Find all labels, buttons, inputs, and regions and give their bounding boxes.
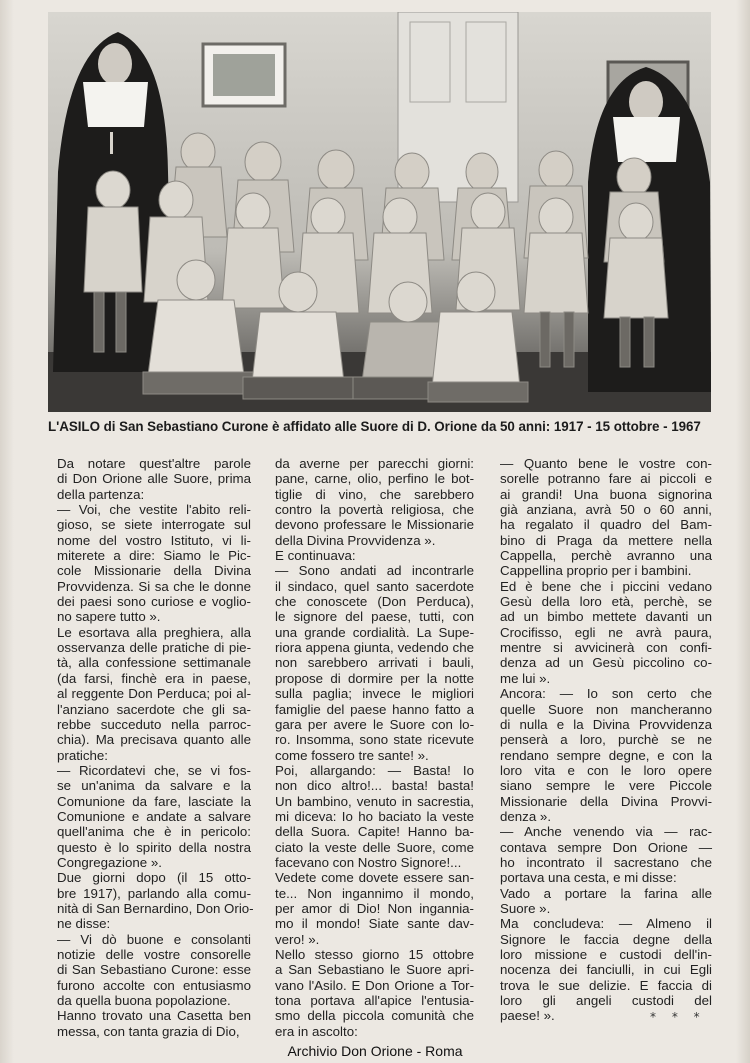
text-line: ad un bimbo mettete davanti un <box>500 609 712 625</box>
text-line: devono professare le Missionarie <box>275 517 474 533</box>
text-line: Comunione e andate a salvare <box>57 808 251 824</box>
text-line: denza ». <box>500 808 552 824</box>
text-line: mi diceva: Io ho baciato la veste <box>275 808 474 824</box>
text-line: (da farsi, finchè era in paese, <box>57 670 251 686</box>
text-line: facevano con Nostro Signore!... <box>275 854 462 870</box>
text-line: al reggente Don Perduca; poi al- <box>57 686 251 702</box>
text-line: Signore le faccia degne della <box>500 931 712 947</box>
text-line: ro. Insomma, sono state ricevute <box>275 732 474 748</box>
text-line: — Sono andati ad incontrarle <box>275 563 474 579</box>
text-line: loro vita e con le loro opere <box>500 762 712 778</box>
text-line: della Divina Provvidenza ». <box>275 532 436 548</box>
text-line: ha regalato il quadro del Bam- <box>500 517 712 533</box>
text-line: denza ad un Gesù piccolino co- <box>500 655 712 671</box>
text-column-3 <box>500 456 712 1024</box>
text-line: mentre si avvicinerà con confi- <box>500 640 712 656</box>
text-line: già anziana, avrà 50 o 60 anni, <box>500 502 712 518</box>
text-line: miterete a dire: Siamo le Pic- <box>57 548 251 564</box>
text-line: Cappella, perchè avranno una <box>500 548 712 564</box>
text-line: sorelle potranno fare ai piccoli e <box>500 471 712 487</box>
text-line: contava sempre Don Orione — <box>500 839 712 855</box>
text-line: mo il mondo! Siate sante dav- <box>275 916 474 932</box>
text-line: l'anziano sacerdote che gli sa- <box>57 701 251 717</box>
text-line: Comunione da fare, lasciate la <box>57 793 251 809</box>
text-line: Gesù della loro età, perchè, se <box>500 594 712 610</box>
text-line: Da notare quest'altre parole <box>57 456 251 471</box>
text-line: te... Non ingannimo il mondo, <box>275 885 474 901</box>
photo-drawing <box>48 12 711 412</box>
text-line: portava una cesta, e mi disse: <box>500 870 677 886</box>
text-line: loro missione e custodi dell'in- <box>500 947 712 962</box>
text-line: chia). Ma precisava quanto alle <box>57 732 251 748</box>
text-line: penserà a loro, purchè se ne <box>500 732 712 748</box>
text-line: non dico altro!... basta! basta! <box>275 778 474 794</box>
text-line: famiglie del paese hanno fatto a <box>275 701 474 717</box>
text-line: riora appena giunta, vedendo che <box>275 640 474 656</box>
group-photograph <box>48 12 711 412</box>
text-line: trova le sue delizie. E faccia di <box>500 977 712 993</box>
text-line: una grande cordialità. La Supe- <box>275 624 474 640</box>
text-line: rendano sempre degne, e con la <box>500 747 712 763</box>
text-line: me lui ». <box>500 670 551 686</box>
text-line: pratiche: <box>57 747 108 763</box>
text-line: Un bambino, venuto in sacrestia, <box>275 793 474 809</box>
text-line: vano l'Asilo. E Don Orione a Tor- <box>275 977 474 993</box>
text-line: smo della piccola comunità che <box>275 1008 474 1024</box>
text-line: a San Sebastiano le Suore apri- <box>275 962 474 978</box>
text-line: se un'anima da salvare e la <box>57 778 251 794</box>
text-line: Congregazione ». <box>57 854 162 870</box>
text-line: furono accolte con entusiasmo <box>57 977 251 993</box>
text-line: ai grandi! Una buona signorina <box>500 486 712 502</box>
text-line: cole Missionarie della Divina <box>57 563 251 579</box>
text-line: messa, con tanta grazia di Dio, <box>57 1023 240 1039</box>
text-line: della Suora. Capite! Hanno ba- <box>275 824 474 840</box>
text-line: quell'anima che è in pericolo: <box>57 824 251 840</box>
text-line: propose di dormire per la notte <box>275 670 474 686</box>
text-line: Suore ». <box>500 900 551 916</box>
text-line: — Voi, che vestite l'abito reli- <box>57 502 251 518</box>
text-line: Hanno trovato una Casetta ben <box>57 1008 251 1024</box>
text-line: no sapere tutto ». <box>57 609 161 625</box>
text-line: ne disse: <box>57 916 111 932</box>
text-line: loro gli angeli custodi del <box>500 993 712 1009</box>
text-line: dei paesi sono curiose e voglio- <box>57 594 251 610</box>
text-line: gioso, se siete interrogate sul <box>57 517 251 533</box>
text-line: Provvidenza. Si sa che le donne <box>57 578 251 594</box>
text-line: bino di Praga da mettere nella <box>500 532 712 548</box>
text-line: tona portava all'apice l'entusia- <box>275 993 474 1009</box>
text-line: Vedete come dovete essere san- <box>275 870 474 886</box>
text-line: della partenza: <box>57 486 145 502</box>
text-line: Ed è bene che i piccini vedano <box>500 578 712 594</box>
text-line: non sarebbero arrivati i bauli, <box>275 655 474 671</box>
text-line: di nulla e la Divina Provvidenza <box>500 716 712 732</box>
text-line: vero! ». <box>275 931 320 947</box>
text-line: notizie delle vostre consorelle <box>57 947 251 962</box>
text-line: Vado a portare la farina alle <box>500 885 712 901</box>
text-line: Crocifisso, egli ne avrà paura, <box>500 624 712 640</box>
text-line: Due giorni dopo (il 15 otto- <box>57 870 251 886</box>
text-line: da averne per parecchi giorni: <box>275 456 474 471</box>
text-line: E continuava: <box>275 548 356 564</box>
text-line: tà, alla confessione settimanale <box>57 655 251 671</box>
text-line: quelle Suore non mancheranno <box>500 701 712 717</box>
text-line: questo è lo spirito della nostra <box>57 839 251 855</box>
text-line: osservanza delle pratiche di pie- <box>57 640 251 656</box>
text-line: — Vi dò buone e consolanti <box>57 931 251 947</box>
text-line: ciato la veste delle Suore, come <box>275 839 474 855</box>
text-line: Cappellina proprio per i bambini. <box>500 563 692 579</box>
text-line: — Quanto bene le vostre con- <box>500 456 712 471</box>
text-line: paese! ». <box>500 1008 555 1024</box>
text-line: bre 1917), parlando alla comu- <box>57 885 251 901</box>
photo-caption: L'ASILO di San Sebastiano Curone è affidato alle Suore di D. Orione da 50 anni: 1917 - 15 ottobre - 1967 <box>48 419 701 434</box>
text-line: Poi, allargando: — Basta! Io <box>275 762 474 778</box>
end-ornament: * * * <box>650 1010 706 1024</box>
text-column-1 <box>57 456 254 1039</box>
text-line: gara per avere le Suore con lo- <box>275 716 474 732</box>
archive-footer: Archivio Don Orione - Roma <box>287 1043 463 1059</box>
text-line: Missionarie della Divina Provvi- <box>500 793 712 809</box>
text-line: da quella buona popolazione. <box>57 993 231 1009</box>
text-line: contro la povertà religiosa, che <box>275 502 474 518</box>
text-line: Le esortava alla preghiera, alla <box>57 624 251 640</box>
text-line: nocenza dei fanciulli, in cui Egli <box>500 962 712 978</box>
text-line: di San Sebastiano Curone: esse <box>57 962 251 978</box>
text-line: il sindaco, quel santo sacerdote <box>275 578 474 594</box>
text-line: — Ricordatevi che, se vi fos- <box>57 762 251 778</box>
text-line: che conoscete (Don Perduca), <box>275 594 474 610</box>
text-line: nità di San Bernardino, Don Orio- <box>57 900 254 916</box>
text-line: tiglie di vino, che sarebbero <box>275 486 474 502</box>
text-line: Ancora: — Io son certo che <box>500 686 712 702</box>
text-line: sulla paglia; invece le migliori <box>275 686 474 702</box>
text-column-2 <box>275 456 474 1039</box>
text-line: — Anche venendo via — rac- <box>500 824 712 840</box>
text-line: nome del vostro Istituto, vi li- <box>57 532 251 548</box>
text-line: per amor di Dio! Non inganniа- <box>275 900 474 916</box>
text-line: Nello stesso giorno 15 ottobre <box>275 947 474 962</box>
text-line: era in ascolto: <box>275 1023 358 1039</box>
text-line: siano sempre le vere Piccole <box>500 778 712 794</box>
text-line: di Don Orione alle Suore, prima <box>57 471 251 487</box>
text-line: come fossero tre sante! ». <box>275 747 429 763</box>
text-line: ho incontrato il sacrestano che <box>500 854 712 870</box>
text-line: Ma concludeva: — Almeno il <box>500 916 712 932</box>
text-line: rebbe succeduto nella parroc- <box>57 716 251 732</box>
text-line: pane, carne, olio, perfino le bot- <box>275 471 474 487</box>
text-line: le signore del paese, tutti, con <box>275 609 474 625</box>
